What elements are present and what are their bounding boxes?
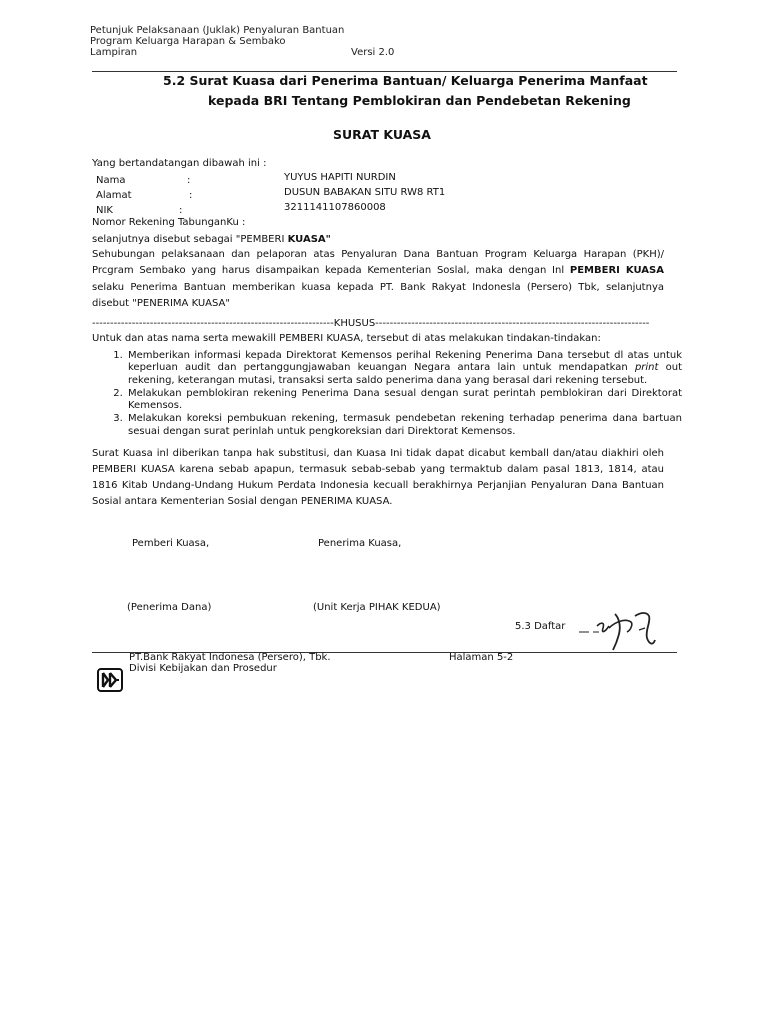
daftar-label: 5.3 Daftar bbox=[515, 621, 566, 632]
selanjutnya-bold: KUASA" bbox=[287, 234, 331, 245]
footer-division: Divisi Kebijakan dan Prosedur bbox=[129, 663, 277, 674]
item1-italic: print bbox=[634, 362, 659, 374]
header-title-line1: Petunjuk Pelaksanaan (Juklak) Penyaluran Bantuan bbox=[90, 25, 345, 36]
selanjutnya-line bbox=[92, 234, 331, 246]
penerima-dana-label: (Penerima Dana) bbox=[127, 602, 212, 613]
list-item bbox=[126, 413, 682, 438]
section-heading-line1: 5.2 Surat Kuasa dari Penerima Bantuan/ Keluarga Penerima Manfaat bbox=[163, 73, 648, 88]
nik-colon: : bbox=[179, 205, 183, 216]
untuk-line: Untuk dan atas nama serta mewakill PEMBERI KUASA, tersebut di atas melakukan tindakan-tindakan: bbox=[92, 333, 601, 344]
penerima-kuasa-label: Penerima Kuasa, bbox=[318, 538, 402, 549]
item1-text1: Memberikan informasi kepada Direktorat Kemensos perihal Rekening Penerima Dana tersebut dl atas untuk keperluan audit dan pertanggungjawaban keuangan Negara antara lain untuk mendapatkan bbox=[128, 350, 682, 374]
paragraph-sehubungan-bold: PEMBERI KUASA bbox=[569, 265, 664, 277]
nama-value: YUYUS HAPITI NURDIN bbox=[284, 172, 396, 183]
document-title: SURAT KUASA bbox=[333, 127, 431, 142]
list-item bbox=[126, 350, 682, 387]
footer-company: PT.Bank Rakyat Indonesa (Persero), Tbk. bbox=[129, 652, 331, 663]
footer-page-number: Halaman 5-2 bbox=[449, 652, 514, 663]
item3-text: Melakukan koreksi pembukuan rekening, termasuk pendebetan rekening terhadap penerima dana bartuan sesuai dengan surat perinlah untuk pengkoreksian dari Direktorat Kemensos. bbox=[128, 413, 682, 437]
list-item bbox=[126, 388, 682, 413]
nik-value: 3211141107860008 bbox=[284, 202, 386, 213]
header-title-line2: Program Keluarga Harapan & Sembako bbox=[90, 36, 286, 47]
nama-colon: : bbox=[187, 175, 191, 186]
alamat-value: DUSUN BABAKAN SITU RW8 RT1 bbox=[284, 187, 446, 198]
selanjutnya-text: selanjutnya disebut sebagai "PEMBERI bbox=[92, 234, 288, 245]
header-lampiran: Lampiran bbox=[90, 47, 138, 58]
paragraph-sehubungan-text1: Sehubungan pelaksanaan dan pelaporan atas Penyaluran Dana Bantuan Program Keluarga Harapan (PKH)/ Prcgram Sembako yang harus disampaikan kepada Kementerian Soslal, maka dengan Inl bbox=[92, 249, 664, 277]
actions-list bbox=[108, 350, 682, 438]
pemberi-kuasa-label: Pemberi Kuasa, bbox=[132, 538, 210, 549]
rekening-label: Nomor Rekening TabunganKu : bbox=[92, 217, 246, 228]
section-heading-line2: kepada BRI Tentang Pemblokiran dan Pendebetan Rekening bbox=[208, 93, 631, 108]
handwritten-signature bbox=[575, 608, 665, 652]
intro-line: Yang bertandatangan dibawah ini : bbox=[92, 158, 267, 169]
item1-text2: out rekening, keterangan mutasi, transaksi serta saldo penerima dana yang berasal dari rekening tersebut. bbox=[128, 362, 682, 386]
header-divider bbox=[92, 71, 677, 72]
paragraph-sehubungan-text2: selaku Penerima Bantuan memberikan kuasa kepada PT. Bank Rakyat Indonesla (Persero) Tbk, selanjutnya disebut "PENERIMA KUASA" bbox=[92, 281, 664, 309]
alamat-label: Alamat bbox=[96, 190, 132, 201]
nama-label: Nama bbox=[96, 175, 126, 186]
unit-kerja-label: (Unit Kerja PIHAK KEDUA) bbox=[313, 602, 441, 613]
paragraph-sehubungan bbox=[92, 247, 664, 312]
paragraph-surat-kuasa: Surat Kuasa inl diberikan tanpa hak substitusi, dan Kuasa Ini tidak dapat dicabut kemball dan/atau diakhiri oleh PEMBERI KUASA karena sebab apapun, termasuk sebab-sebab yang termaktub dalam pasal 1813, 1814, atau 1816 Kitab Undang-Undang Hukum Perdata Indonesia kecuall berakhirnya Perjanjian Penyaluran Dana Bantuan Sosial antara Kementerian Sosial dengan PENERIMA KUASA. bbox=[92, 448, 664, 507]
bri-logo-icon bbox=[97, 668, 123, 692]
khusus-divider: -------------------------------------------------------------------KHUSUS---------------------------------------------------------------------------- bbox=[92, 318, 650, 329]
item2-text: Melakukan pemblokiran rekening Penerima Dana sesual dengan surat perintah pemblokiran dari Direktorat Kemensos. bbox=[128, 387, 682, 412]
header-version: Versi 2.0 bbox=[351, 47, 395, 58]
alamat-colon: : bbox=[189, 190, 193, 201]
nik-label: NIK bbox=[96, 205, 113, 216]
